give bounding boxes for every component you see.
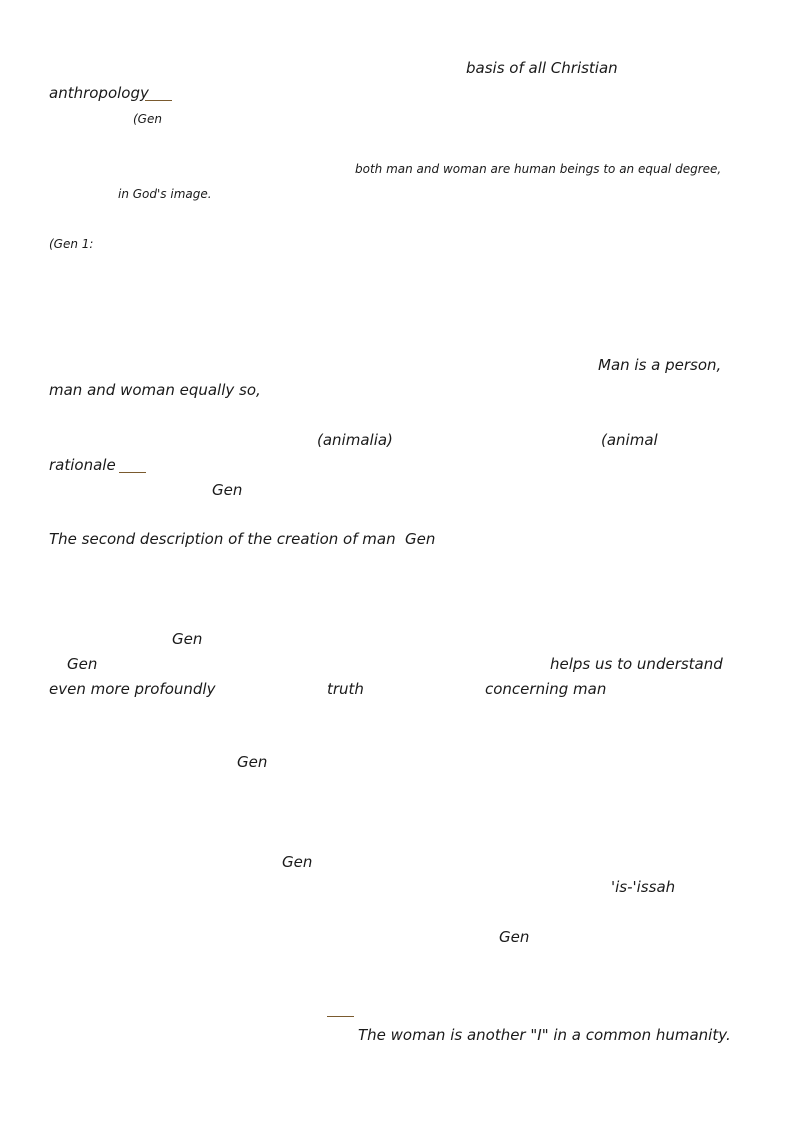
text-fragment: anthropology [49,84,149,102]
text-fragment: both man and woman are human beings to an equal degree, [355,162,722,176]
text-fragment: Gen [67,655,98,673]
text-fragment: Gen [405,530,436,548]
footnote-marker-rule [145,100,172,101]
text-fragment: Gen [212,481,243,499]
text-fragment: in God's image. [118,187,212,201]
text-fragment: rationale [49,456,116,474]
text-fragment: concerning man [485,680,607,698]
text-fragment: The woman is another "I" in a common humanity. [358,1026,731,1044]
text-fragment: (animalia) [317,431,393,449]
text-fragment: Man is a person, [598,356,722,374]
text-fragment: 'is-'issah [611,878,676,896]
footnote-marker-rule [327,1016,354,1017]
text-fragment: basis of all Christian [466,59,618,77]
text-fragment: truth [327,680,364,698]
text-fragment: (animal [601,431,658,449]
text-fragment: helps us to understand [550,655,723,673]
text-fragment: (Gen [133,112,162,126]
text-fragment: Gen [237,753,268,771]
text-fragment: man and woman equally so, [49,381,261,399]
footnote-marker-rule [119,472,146,473]
text-fragment: (Gen 1: [49,237,94,251]
text-fragment: The second description of the creation of man [49,530,396,548]
text-fragment: even more profoundly [49,680,216,698]
text-fragment: Gen [282,853,313,871]
text-fragment: Gen [499,928,530,946]
text-fragment: Gen [172,630,203,648]
